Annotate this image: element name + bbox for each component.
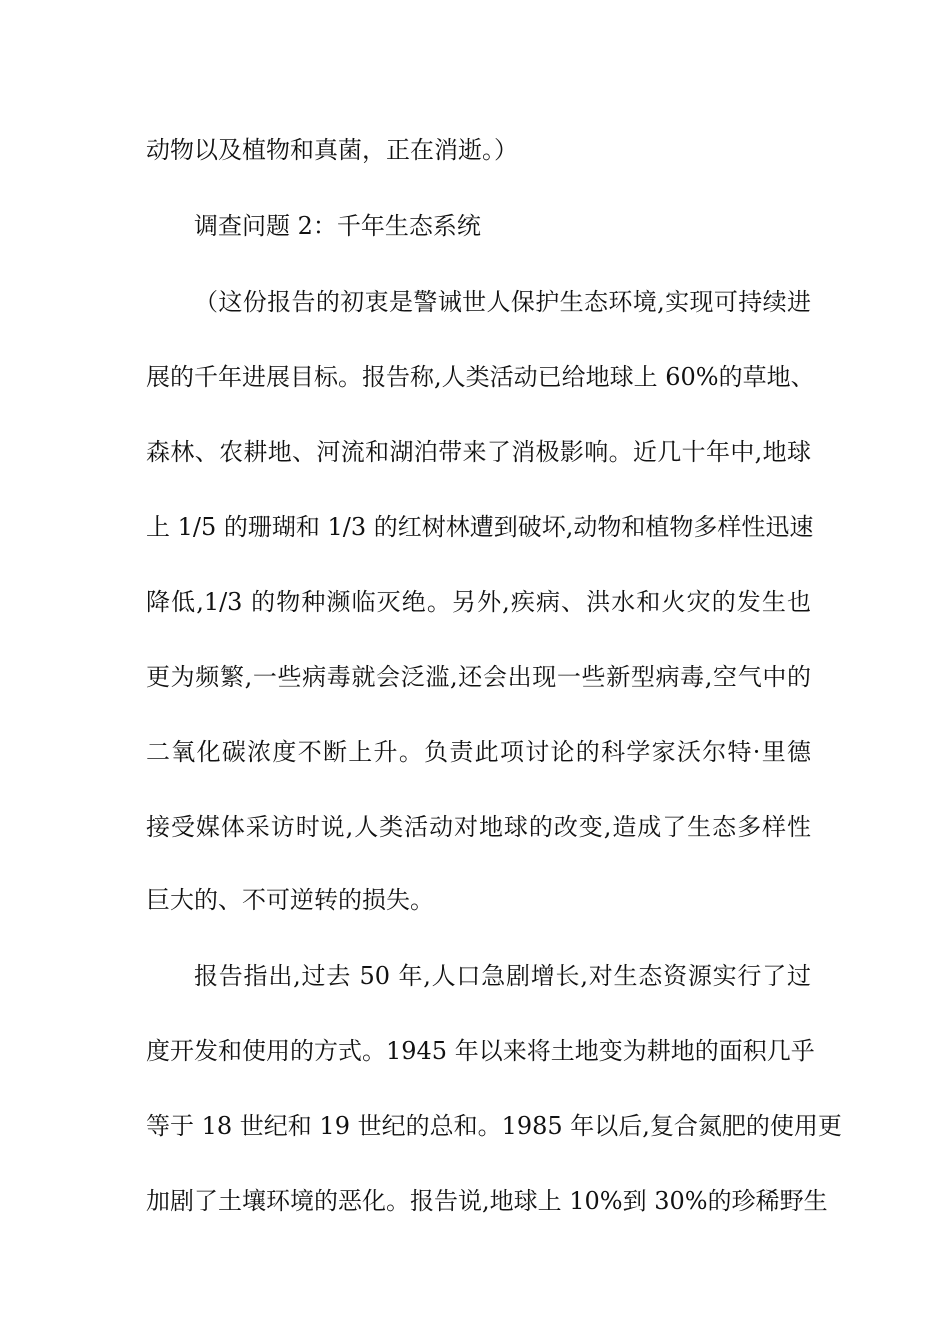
paragraph-line: （这份报告的初衷是警诫世人保护生态环境,实现可持续进 [194, 288, 811, 316]
paragraph-line: 上 1/5 的珊瑚和 1/3 的红树林遭到破坏,动物和植物多样性迅速 [146, 513, 814, 541]
section-heading: 调查问题 2：千年生态系统 [194, 212, 481, 240]
paragraph-line: 报告指出,过去 50 年,人口急剧增长,对生态资源实行了过 [194, 962, 811, 990]
paragraph-line: 动物以及植物和真菌，正在消逝。） [146, 136, 518, 164]
paragraph-line: 降低,1/3 的物种濒临灭绝。另外,疾病、洪水和火灾的发生也 [146, 588, 811, 616]
paragraph-line: 度开发和使用的方式。1945 年以来将土地变为耕地的面积几乎 [146, 1037, 815, 1065]
paragraph-line: 加剧了土壤环境的恶化。报告说,地球上 10%到 30%的珍稀野生 [146, 1187, 828, 1215]
paragraph-line: 接受媒体采访时说,人类活动对地球的改变,造成了生态多样性 [146, 813, 811, 841]
paragraph-line: 等于 18 世纪和 19 世纪的总和。1985 年以后,复合氮肥的使用更 [146, 1112, 842, 1140]
paragraph-line: 森林、农耕地、河流和湖泊带来了消极影响。近几十年中,地球 [146, 438, 811, 466]
paragraph-line: 二氧化碳浓度不断上升。负责此项讨论的科学家沃尔特·里德 [146, 738, 811, 766]
paragraph-line: 巨大的、不可逆转的损失。 [146, 886, 434, 914]
paragraph-line: 更为频繁,一些病毒就会泛滥,还会出现一些新型病毒,空气中的 [146, 663, 811, 691]
paragraph-line: 展的千年进展目标。报告称,人类活动已给地球上 60%的草地、 [146, 363, 815, 391]
